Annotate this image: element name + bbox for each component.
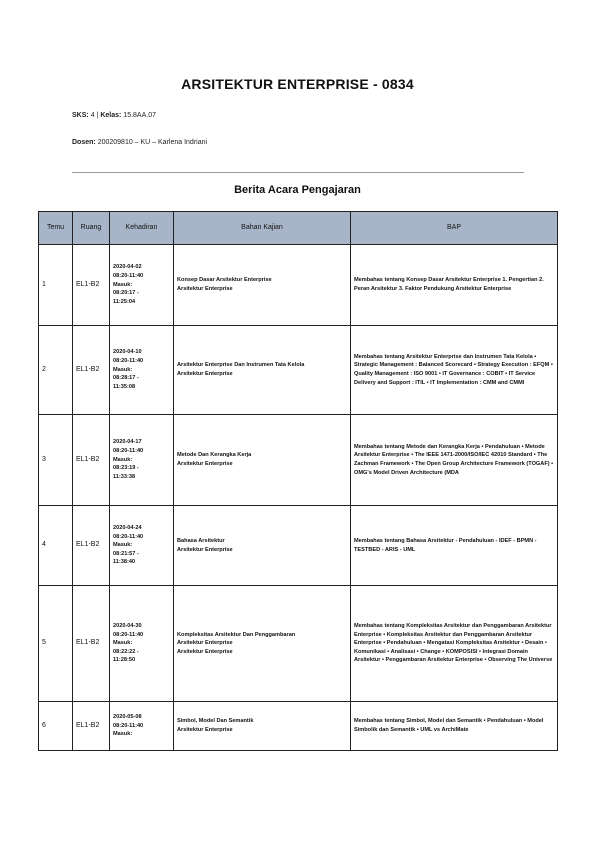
bahan-line: Arsitektur Enterprise [177, 461, 233, 467]
kehadiran-line: 2020-04-24 [113, 524, 142, 531]
course-meta [72, 112, 156, 119]
kehadiran-line: 08:21:57 - [113, 550, 139, 557]
temu-cell: 6 [39, 702, 73, 751]
bahan-line: Arsitektur Enterprise [177, 546, 233, 553]
bahan-line: Arsitektur Enterprise Dan Instrumen Tata Kelola [177, 362, 305, 369]
meta-separator: | [96, 112, 99, 119]
header-bap: BAP [351, 212, 558, 245]
bap-cell: Membahas tentang Simbol, Model dan Semantik • Pendahuluan • Model Simbolik dan Semantik • UML vs ArchiMate [351, 702, 558, 751]
table-row [39, 586, 558, 702]
bahan-line: Metode Dan Kerangka Kerja [177, 452, 252, 459]
header-kehadiran: Kehadiran [110, 212, 174, 245]
ruang-cell: EL1-B2 [73, 245, 110, 326]
header-temu: Temu [39, 212, 73, 245]
bahan-line: Kompleksitas Arsitektur Dan Penggambaran [177, 631, 296, 638]
table-header-row [39, 212, 558, 245]
bahan-kajian-cell [174, 702, 351, 751]
kehadiran-line: 08:20-11:40 [113, 722, 144, 729]
bahan-kajian-cell [174, 415, 351, 506]
kehadiran-line: 08:20-11:40 [113, 631, 144, 638]
bap-cell: Membahas tentang Kompleksitas Arsitektur dan Penggambaran Arsitektur Enterprise • Kompleksitas Arsitektur dan Penggambaran Arsitektur Enterprise • Pendahuluan • Mengatasi Kompleksitas Arsitektur • Desain • Komunikasi • Analisasi • Change • KOMPOSISI • Integrasi Domain Arsitektur • Penggambaran Arsitektur Enterprise • Observing The Universe [351, 586, 558, 702]
kehadiran-line: 08:20-11:40 [113, 273, 144, 280]
bahan-line: Arsitektur Enterprise [177, 286, 233, 292]
dosen-value: 200209810 – KU – Karlena Indriani [97, 139, 208, 146]
kehadiran-line: 11:35:08 [113, 383, 136, 390]
kehadiran-line: 08:28:17 - [113, 375, 139, 382]
kehadiran-line: 2020-04-10 [113, 349, 142, 356]
section-title: Berita Acara Pengajaran [234, 184, 361, 196]
kehadiran-line: Masuk: [113, 542, 133, 549]
header-bahan-kajian: Bahan Kajian [174, 212, 351, 245]
kehadiran-cell [110, 586, 174, 702]
temu-cell: 2 [39, 326, 73, 415]
kehadiran-cell [110, 506, 174, 586]
kehadiran-line: 11:28:50 [113, 657, 136, 664]
divider [72, 172, 524, 173]
bahan-kajian-cell [174, 245, 351, 326]
table-row [39, 415, 558, 506]
kehadiran-line: 08:22:22 - [113, 648, 139, 655]
kehadiran-line: 08:20-11:40 [113, 358, 144, 365]
table-row [39, 506, 558, 586]
kehadiran-line: 2020-05-08 [113, 714, 142, 721]
ruang-cell: EL1-B2 [73, 506, 110, 586]
kehadiran-line: 11:33:38 [113, 473, 136, 480]
ruang-cell: EL1-B2 [73, 702, 110, 751]
bahan-kajian-cell [174, 586, 351, 702]
bahan-line: Konsep Dasar Arsitektur Enterprise [177, 277, 272, 284]
kehadiran-line: 11:25:04 [113, 298, 136, 305]
temu-cell: 1 [39, 245, 73, 326]
kehadiran-line: Masuk: [113, 731, 133, 738]
teaching-record-table [38, 211, 558, 751]
lecturer-meta [72, 139, 207, 146]
ruang-cell: EL1-B2 [73, 415, 110, 506]
kehadiran-cell [110, 415, 174, 506]
temu-cell: 5 [39, 586, 73, 702]
temu-cell: 4 [39, 506, 73, 586]
kehadiran-line: Masuk: [113, 456, 133, 463]
kelas-value: 15.8AA.07 [123, 112, 156, 119]
header-ruang: Ruang [73, 212, 110, 245]
kehadiran-line: 08:20:17 - [113, 290, 139, 297]
kehadiran-line: 08:20-11:40 [113, 448, 144, 455]
ruang-cell: EL1-B2 [73, 326, 110, 415]
table-row [39, 702, 558, 751]
sks-label: SKS: [72, 112, 89, 119]
temu-cell: 3 [39, 415, 73, 506]
bahan-line: Arsitektur Enterprise [177, 371, 233, 377]
kehadiran-line: 2020-04-30 [113, 622, 142, 629]
bahan-line: Arsitektur Enterprise [177, 727, 233, 733]
sks-value: 4 [90, 112, 95, 119]
kehadiran-line: 08:20-11:40 [113, 533, 144, 540]
kehadiran-cell [110, 245, 174, 326]
kehadiran-line: 08:23:19 - [113, 465, 139, 472]
dosen-label: Dosen: [72, 139, 96, 146]
bap-cell: Membahas tentang Bahasa Arsitektur - Pendahuluan - IDEF - BPMN - TESTBED - ARIS - UML [351, 506, 558, 586]
table-row [39, 326, 558, 415]
kehadiran-cell [110, 702, 174, 751]
kehadiran-line: Masuk: [113, 281, 133, 288]
bap-cell: Membahas tentang Metode dan Kerangka Kerja • Pendahuluan • Metode Arsitektur Enterprise • The IEEE 1471-2000/ISO/IEC 42010 Standard • The Zachman Framework • The Open Group Architecture Framework (TOGAF) • OMG's Model Driven Architecture (MDA [351, 415, 558, 506]
kehadiran-line: Masuk: [113, 366, 133, 373]
bahan-line: Simbol, Model Dan Semantik [177, 718, 254, 725]
table-row [39, 245, 558, 326]
bap-cell: Membahas tentang Konsep Dasar Arsitektur Enterprise 1. Pengertian 2. Peran Arsitektur 3. Faktor Pendukung Arsitektur Enterprise [351, 245, 558, 326]
bahan-kajian-cell [174, 326, 351, 415]
kehadiran-cell [110, 326, 174, 415]
kehadiran-line: Masuk: [113, 640, 133, 647]
ruang-cell: EL1-B2 [73, 586, 110, 702]
kehadiran-line: 2020-04-17 [113, 439, 142, 446]
bahan-kajian-cell [174, 506, 351, 586]
kelas-label: Kelas: [100, 112, 122, 119]
bahan-line: Arsitektur Enterprise [177, 640, 233, 647]
document-title: ARSITEKTUR ENTERPRISE - 0834 [181, 76, 414, 92]
kehadiran-line: 2020-04-02 [113, 264, 142, 271]
kehadiran-line: 11:38:40 [113, 559, 136, 566]
bahan-line: Arsitektur Enterprise [177, 648, 233, 655]
bahan-line: Bahasa Arsitektur [177, 537, 225, 544]
bap-cell: Membahas tentang Arsitektur Enterprise dan Instrumen Tata Kelola • Strategic Management : Balanced Scorecard • Strategy Execution : EFQM • Quality Management : ISO 9001 • IT Governance : COBIT • IT Service Delivery and Support : ITIL • IT Implementation : CMM and CMMI [351, 326, 558, 415]
